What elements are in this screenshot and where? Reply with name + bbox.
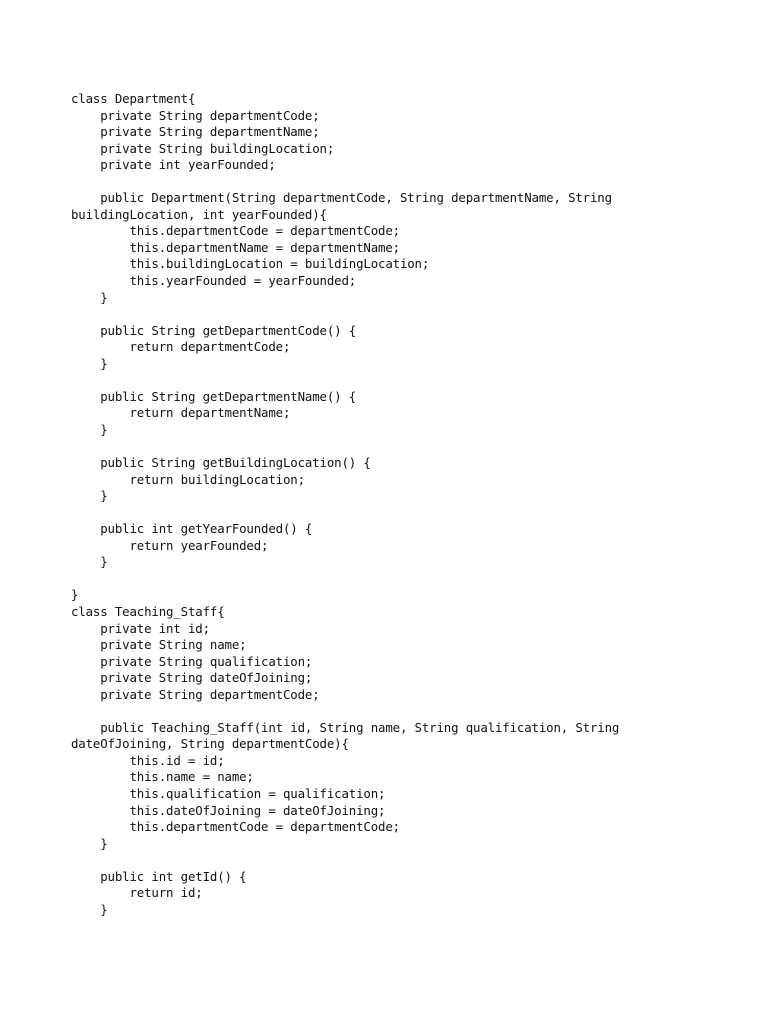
code-line: } [71,835,108,851]
code-line: } [71,488,108,504]
code-line [71,306,731,323]
code-line: public String getBuildingLocation() { [71,455,371,471]
code-line: class Teaching_Staff{ [71,603,225,619]
code-listing [71,91,731,918]
code-line: private String departmentCode; [71,107,320,123]
code-line: this.departmentCode = departmentCode; [71,223,400,239]
code-line: this.qualification = qualification; [71,785,386,801]
code-line: return yearFounded; [71,537,269,553]
code-line: private String qualification; [71,653,313,669]
code-line: this.id = id; [71,752,225,768]
code-line: private String buildingLocation; [71,140,335,156]
code-line: private String dateOfJoining; [71,670,313,686]
code-line: private String departmentName; [71,124,320,140]
code-line: public int getYearFounded() { [71,521,313,537]
code-line [71,438,731,455]
code-line: } [71,421,108,437]
code-line: private int id; [71,620,210,636]
code-line: this.yearFounded = yearFounded; [71,273,357,289]
code-line: class Department{ [71,91,196,106]
code-line: dateOfJoining, String departmentCode){ [71,736,349,752]
code-line: private int yearFounded; [71,157,276,173]
code-line: public Department(String departmentCode, String departmentName, String [71,190,612,206]
code-line [71,571,731,588]
code-line: this.departmentName = departmentName; [71,239,400,255]
code-line: return departmentName; [71,405,291,421]
code-line: private String departmentCode; [71,686,320,702]
code-line: this.dateOfJoining = dateOfJoining; [71,802,386,818]
code-line: public int getId() { [71,868,247,884]
code-line: } [71,289,108,305]
code-line: public Teaching_Staff(int id, String name, String qualification, String [71,719,620,735]
code-line [71,703,731,720]
code-line: } [71,554,108,570]
code-line: return departmentCode; [71,339,291,355]
code-line: } [71,901,108,917]
code-line: return buildingLocation; [71,471,305,487]
code-line: this.name = name; [71,769,254,785]
code-line [71,852,731,869]
code-line: public String getDepartmentName() { [71,388,357,404]
code-line: return id; [71,885,203,901]
code-line: buildingLocation, int yearFounded){ [71,206,327,222]
code-line: private String name; [71,637,247,653]
code-line [71,174,731,191]
code-line: this.buildingLocation = buildingLocation; [71,256,430,272]
code-line: this.departmentCode = departmentCode; [71,819,400,835]
code-line: public String getDepartmentCode() { [71,322,357,338]
code-line: } [71,587,79,603]
code-line [71,372,731,389]
code-line: } [71,355,108,371]
code-line [71,505,731,522]
